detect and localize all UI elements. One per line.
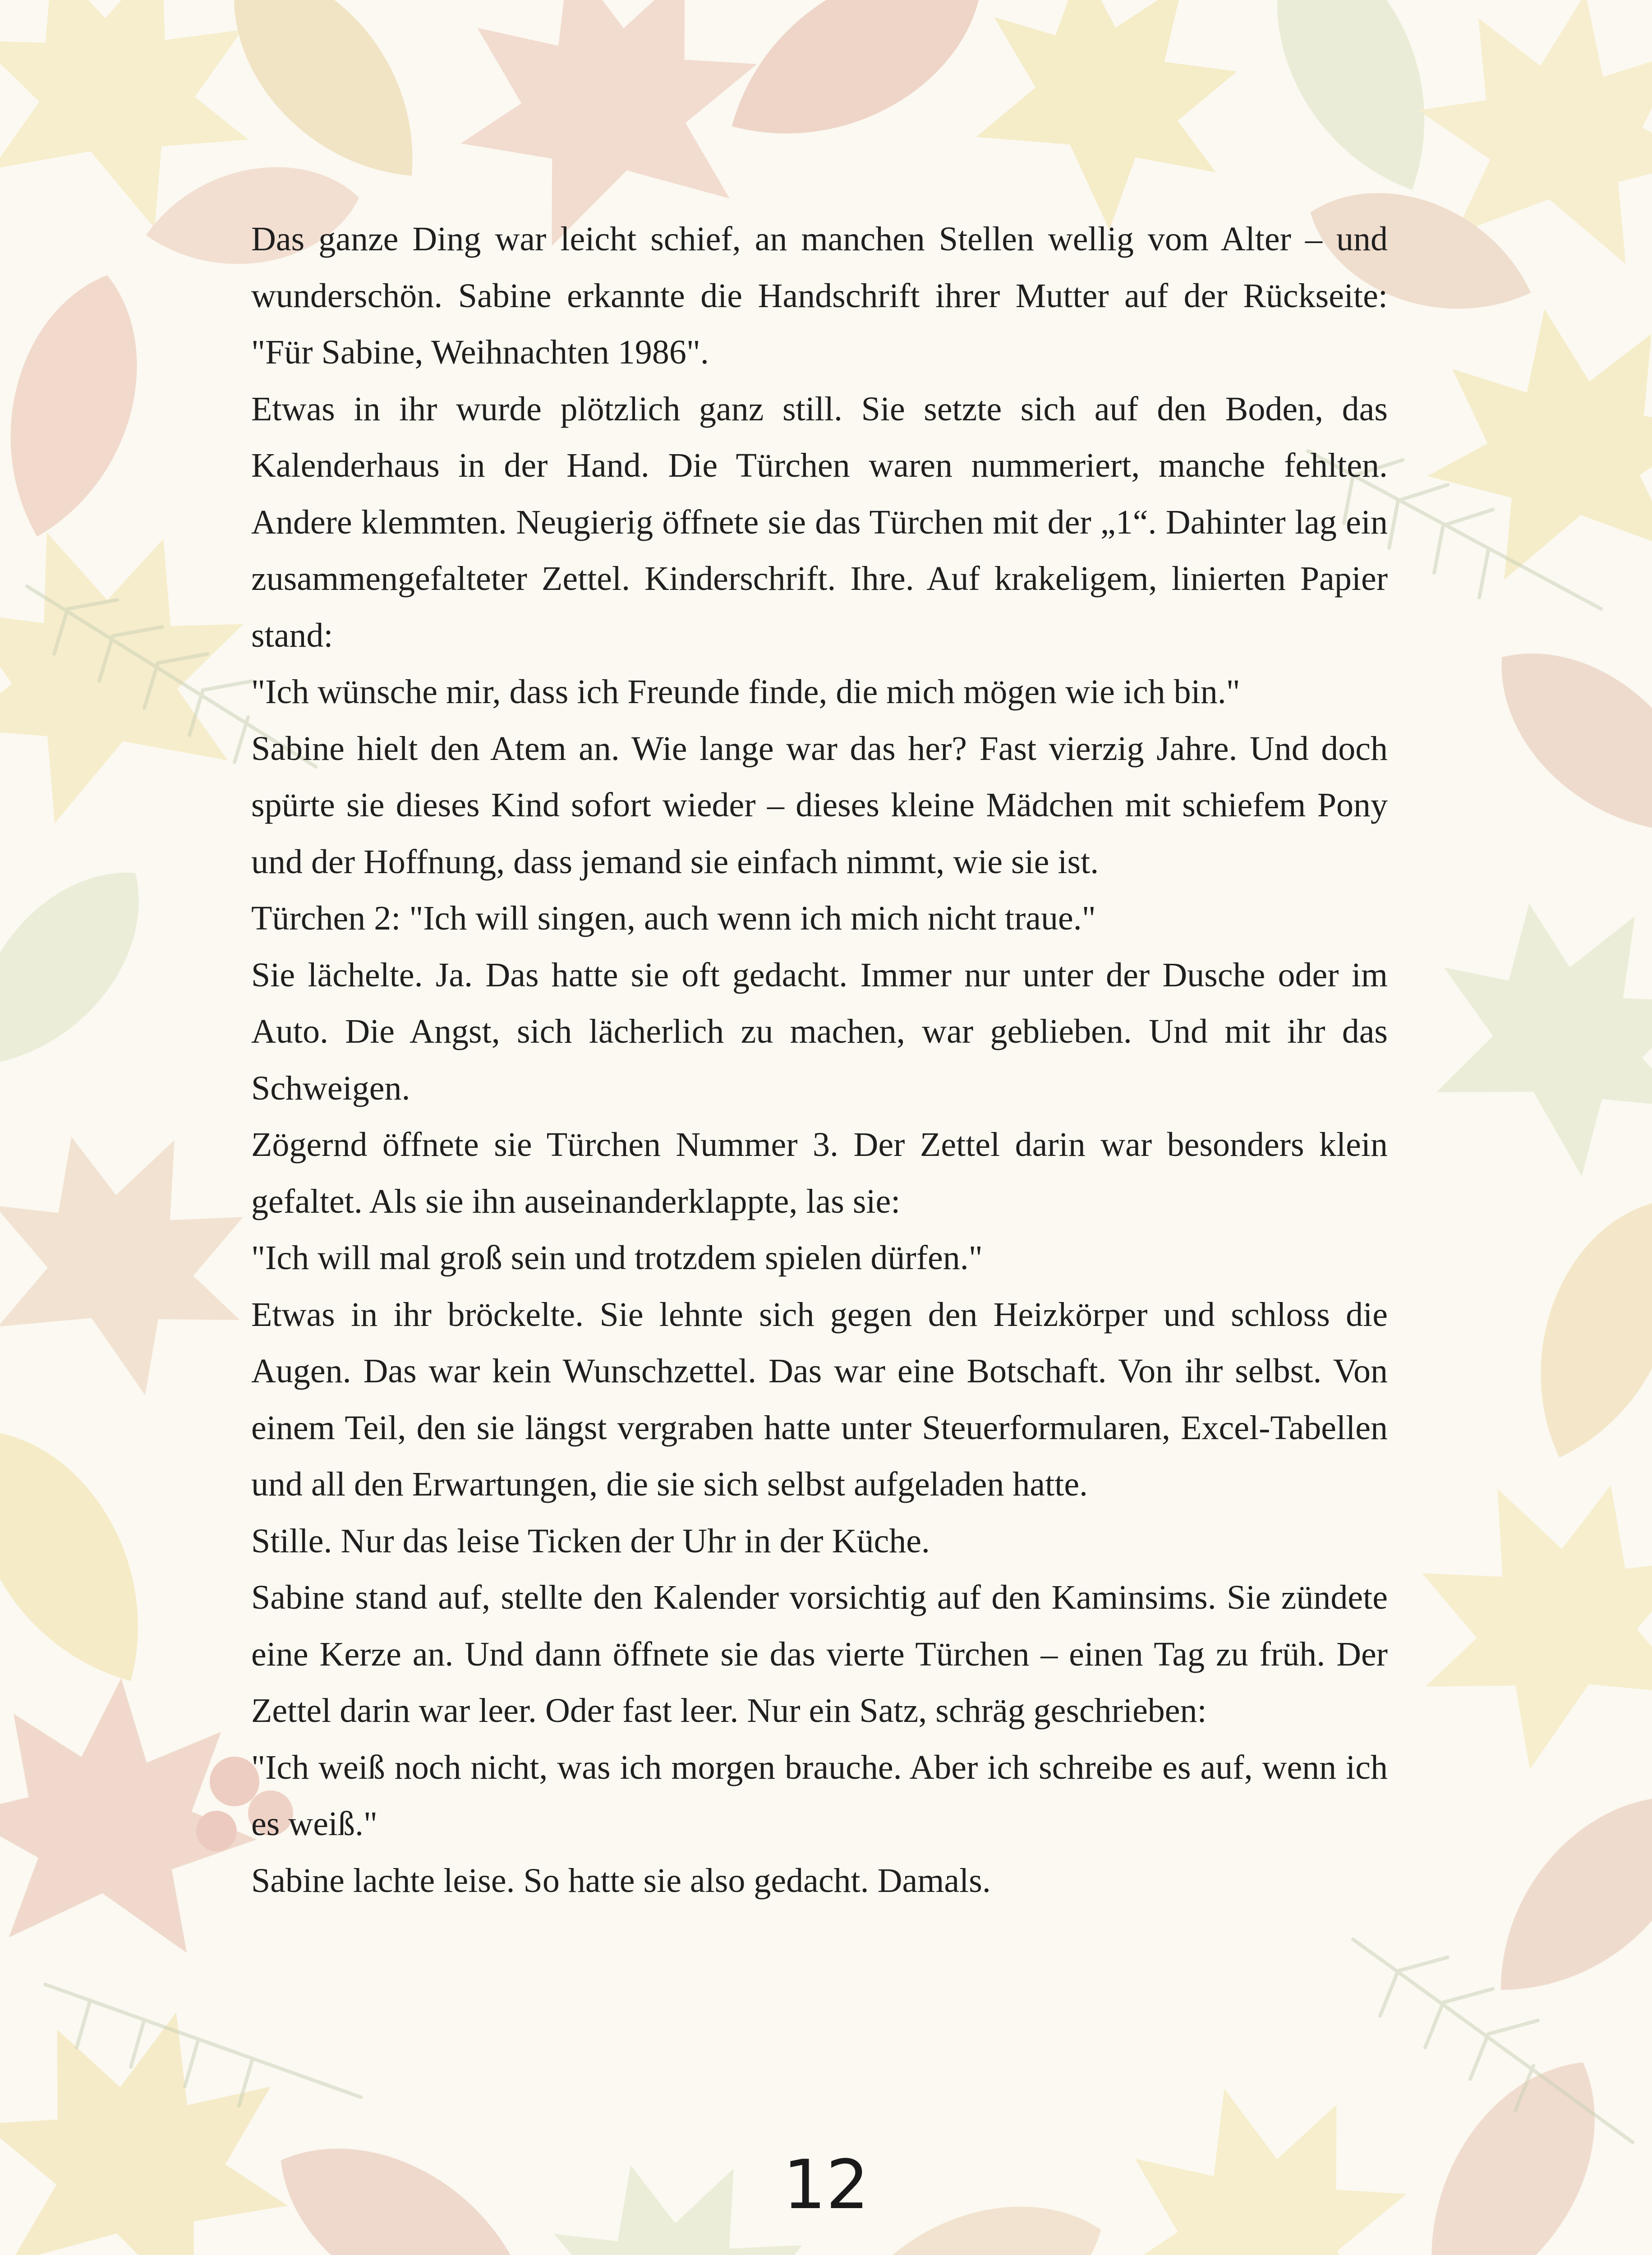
paragraph: Stille. Nur das leise Ticken der Uhr in der Küche. bbox=[251, 1522, 930, 1560]
paragraph: Etwas in ihr bröckelte. Sie lehnte sich gegen den Heizkörper und schloss die Augen. Das war kein Wunschzettel. Das war eine Botschaft. Von ihr selbst. Von einem Teil, den sie längst vergraben hatte unter Steuerformularen, Excel-Tabellen und all den Erwartungen, die sie sich selbst aufgeladen hatte. bbox=[251, 1295, 1388, 1503]
paragraph: "Ich will mal groß sein und trotzdem spielen dürfen." bbox=[251, 1239, 983, 1277]
paragraph: Sabine lachte leise. So hatte sie also gedacht. Damals. bbox=[251, 1861, 991, 1900]
paragraph: "Ich wünsche mir, dass ich Freunde finde, die mich mögen wie ich bin." bbox=[251, 673, 1240, 711]
paragraph: Zögernd öffnete sie Türchen Nummer 3. Der Zettel darin war besonders klein gefaltet. Als sie ihn auseinanderklappte, las sie: bbox=[251, 1126, 1388, 1220]
paragraph: Etwas in ihr wurde plötzlich ganz still. Sie setzte sich auf den Boden, das Kalenderhaus in der Hand. Die Türchen waren nummeriert, manche fehlten. Andere klemmten. Neugierig öffnete sie das Türchen mit der „1“. Dahinter lag ein zusammengefalteter Zettel. Kinderschrift. Ihre. Auf krakeligem, linierten Papier stand: bbox=[251, 390, 1388, 654]
paragraph: Türchen 2: "Ich will singen, auch wenn ich mich nicht traue." bbox=[251, 899, 1096, 937]
story-text bbox=[251, 211, 1388, 1909]
paragraph: Sie lächelte. Ja. Das hatte sie oft gedacht. Immer nur unter der Dusche oder im Auto. Die Angst, sich lächerlich zu machen, war geblieben. Und mit ihr das Schweigen. bbox=[251, 956, 1388, 1107]
paragraph: "Ich weiß noch nicht, was ich morgen brauche. Aber ich schreibe es auf, wenn ich es weiß." bbox=[251, 1748, 1388, 1843]
page-number: 12 bbox=[783, 2146, 869, 2224]
paragraph: Sabine hielt den Atem an. Wie lange war das her? Fast vierzig Jahre. Und doch spürte sie dieses Kind sofort wieder – dieses kleine Mädchen mit schiefem Pony und der Hoffnung, dass jemand sie einfach nimmt, wie sie ist. bbox=[251, 729, 1388, 881]
paragraph: Das ganze Ding war leicht schief, an manchen Stellen wellig vom Alter – und wunderschön. Sabine erkannte die Handschrift ihrer Mutter auf der Rückseite: "Für Sabine, Weihnachten 1986". bbox=[251, 220, 1388, 371]
paragraph: Sabine stand auf, stellte den Kalender vorsichtig auf den Kaminsims. Sie zündete eine Kerze an. Und dann öffnete sie das vierte Türchen – einen Tag zu früh. Der Zettel darin war leer. Oder fast leer. Nur ein Satz, schräg geschrieben: bbox=[251, 1578, 1388, 1730]
